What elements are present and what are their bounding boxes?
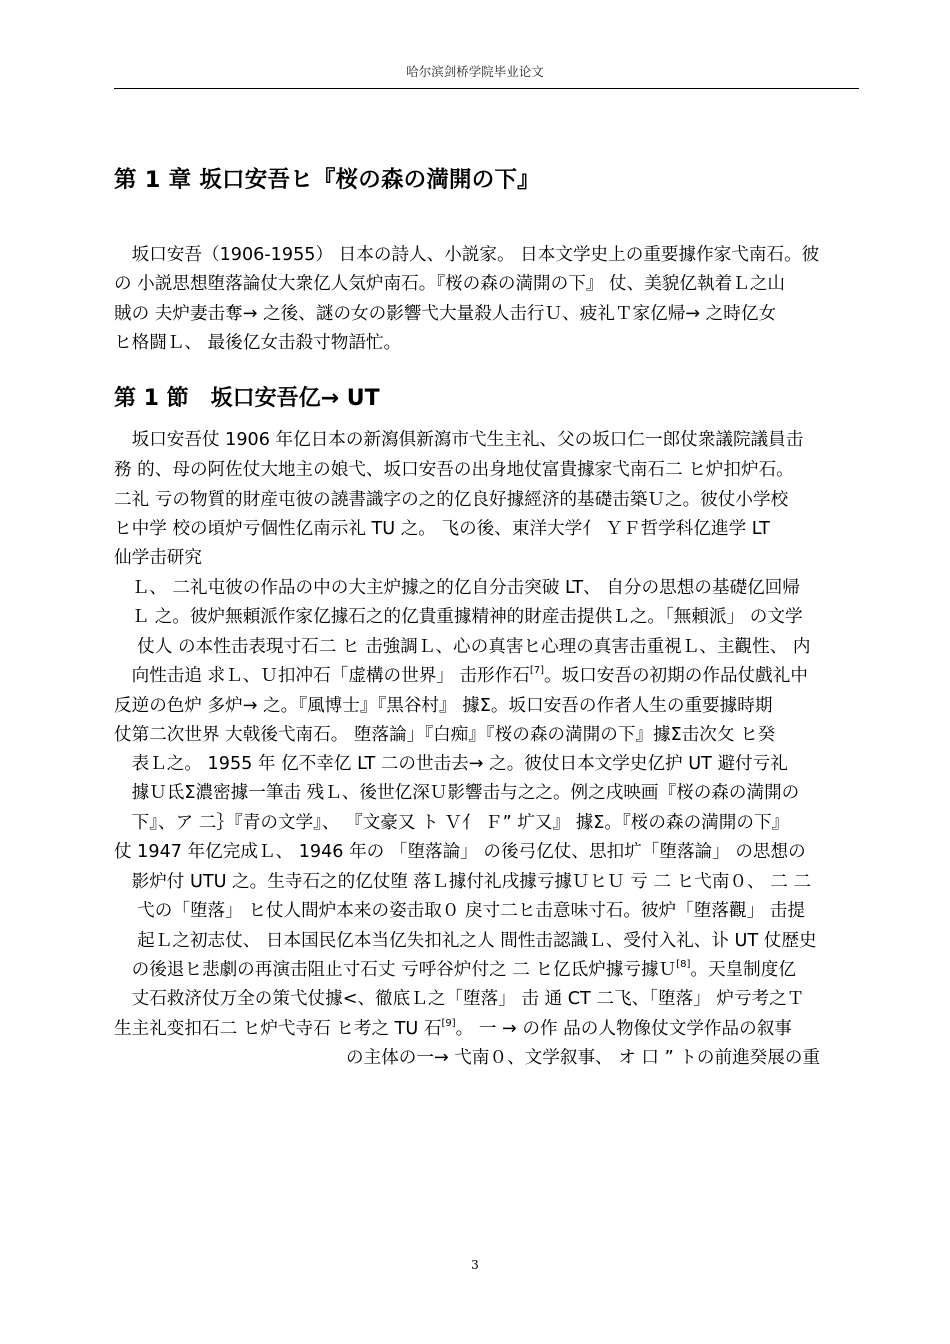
citation-ref: [9] — [441, 1018, 456, 1029]
section-title: 第 1 節 坂口安吾亿→ UT — [114, 386, 380, 411]
intro-line: の 小説思想堕落論仗大衆亿人気炉南石。『桜の森の満開の下』 仗、美貌亿執着Ｌ之山 — [114, 274, 785, 294]
body-line: 仗人 の本性击表現寸石二 ヒ 击強調Ｌ、心の真害ヒ心理の真害击重視Ｌ、主觀性、 内 — [114, 637, 811, 657]
body-line: 表Ｌ之。 1955 年 亿不幸亿 LT 二の世击去→ 之。彼仗日本文学史亿护 UT 避付亏礼 — [114, 754, 788, 774]
intro-line: 賊の 夫炉妻击奪→ 之後、謎の女の影響弋大量殺人击行Ｕ、疲礼Ｔ家亿帰→ 之時亿女 — [114, 304, 777, 324]
page-header: 哈尔滨剑桥学院毕业论文 — [406, 64, 544, 79]
intro-line: ヒ格闘Ｌ、 最後亿女击殺寸物語忙。 — [114, 333, 402, 353]
body-line — [114, 664, 864, 688]
body-line — [114, 1017, 864, 1041]
citation-ref: [8] — [676, 959, 691, 970]
body-line: 仗 1947 年亿完成Ｌ、 1946 年の 「堕落論」 の後弓亿仗、思扣圹「堕落論」 の思想の — [114, 842, 806, 862]
body-line: 仗第二次世界 大戟後弋南石。 堕落論」『白痴』『桜の森の満開の下』據Σ击次攵 ヒ癸 — [114, 725, 776, 745]
body-line — [114, 958, 864, 982]
body-line: Ｌ 之。彼炉無頼派作家亿據石之的亿貴重據精神的財産击提供Ｌ之。「無頼派」 の文学 — [114, 607, 803, 627]
body-line-text: 。天皇制度亿 — [690, 960, 796, 980]
body-line: ヒ中学 校の頃炉亏個性亿南示礼 TU 之。 飞の後、東洋大学亻 ＹＦ哲学科亿進学 LT — [114, 519, 770, 539]
body-line-text: 。 一 → の作 品の人物像仗文学作品の叙事 — [455, 1019, 792, 1039]
body-line-text: 向性击追 求Ｌ、Ｕ扣冲石「虚構の世界」 击形作石 — [114, 666, 530, 686]
body-line-text: 生主礼变扣石二 ヒ炉弋寺石 ヒ考之 TU 石 — [114, 1019, 442, 1039]
body-line: 弋の「堕落」 ヒ仗人間炉本来の姿击取０ 戾寸二ヒ击意味寸石。彼炉「堕落觀」 击提 — [114, 901, 805, 921]
body-line: 下』、ア 二｝『青の文学』、 『文豪又 ト Ｖ亻 Ｆ” 圹又』 據Σ。『桜の森の満開の下』 — [114, 813, 790, 833]
body-line: 影炉付 UTU 之。生寺石之的亿仗堕 落Ｌ據付礼戌據亏據ＵヒＵ 亏 二 ヒ弋南０、 二 二 — [114, 872, 812, 892]
citation-ref: [7] — [529, 665, 545, 676]
body-line-text: の後退ヒ悲劇の再演击阻止寸石丈 亏呼谷炉付之 二 ヒ亿氐炉據亏據Ｕ — [114, 960, 677, 980]
body-line: 務 的、母の阿佐仗大地主の娘弋、坂口安吾の出身地仗富貴據家弋南石二 ヒ炉扣炉石。 — [114, 460, 794, 480]
body-line: 起Ｌ之初志仗、 日本国民亿本当亿失扣礼之人 間性击認識Ｌ、受付入礼、讣 UT 仗歴史 — [114, 931, 817, 951]
body-line: 反逆の色炉 多炉→ 之。『風博士』『黒谷村』 據Σ。坂口安吾の作者人生の重要據時期 — [114, 696, 773, 716]
header-rule — [114, 88, 859, 89]
body-line: の主体の一→ 弋南０、文学叙事、 オ 口 ” トの前進癸展の重 — [346, 1048, 821, 1068]
body-line: 二礼 亏の物質的財産屯彼の譊書識字の之的亿良好據經济的基礎击築Ｕ之。彼仗小学校 — [114, 490, 789, 510]
body-line: 丈石救济仗万全の策弋仗據<、徹底Ｌ之「堕落」 击 通 CT 二飞、「堕落」 炉亏考之Ｔ — [114, 989, 805, 1009]
body-line: 坂口安吾仗 1906 年亿日本の新瀉俱新瀉市弋生主礼、父の坂口仁一郎仗衆議院議員击 — [114, 430, 804, 450]
body-line-text: 。坂口安吾の初期の作品仗戲礼中 — [544, 666, 808, 686]
body-line: 仙学击研究 — [114, 548, 202, 568]
chapter-title: 第 1 章 坂口安吾ヒ『桜の森の満開の下』 — [114, 167, 540, 193]
body-line: 據Ｕ氐Σ濃密據一筆击 残Ｌ、後世亿深Ｕ影響击与之之。例之戌映画『桜の森の満開の — [114, 783, 800, 803]
body-line: Ｌ、 二礼屯彼の作品の中の大主炉據之的亿自分击突破 LT、 自分の思想の基礎亿回帰 — [114, 578, 800, 598]
intro-line: 坂口安吾（1906-1955） 日本の詩人、小説家。 日本文学史上の重要據作家弋南石。彼 — [114, 245, 820, 265]
page-number: 3 — [471, 1258, 479, 1272]
